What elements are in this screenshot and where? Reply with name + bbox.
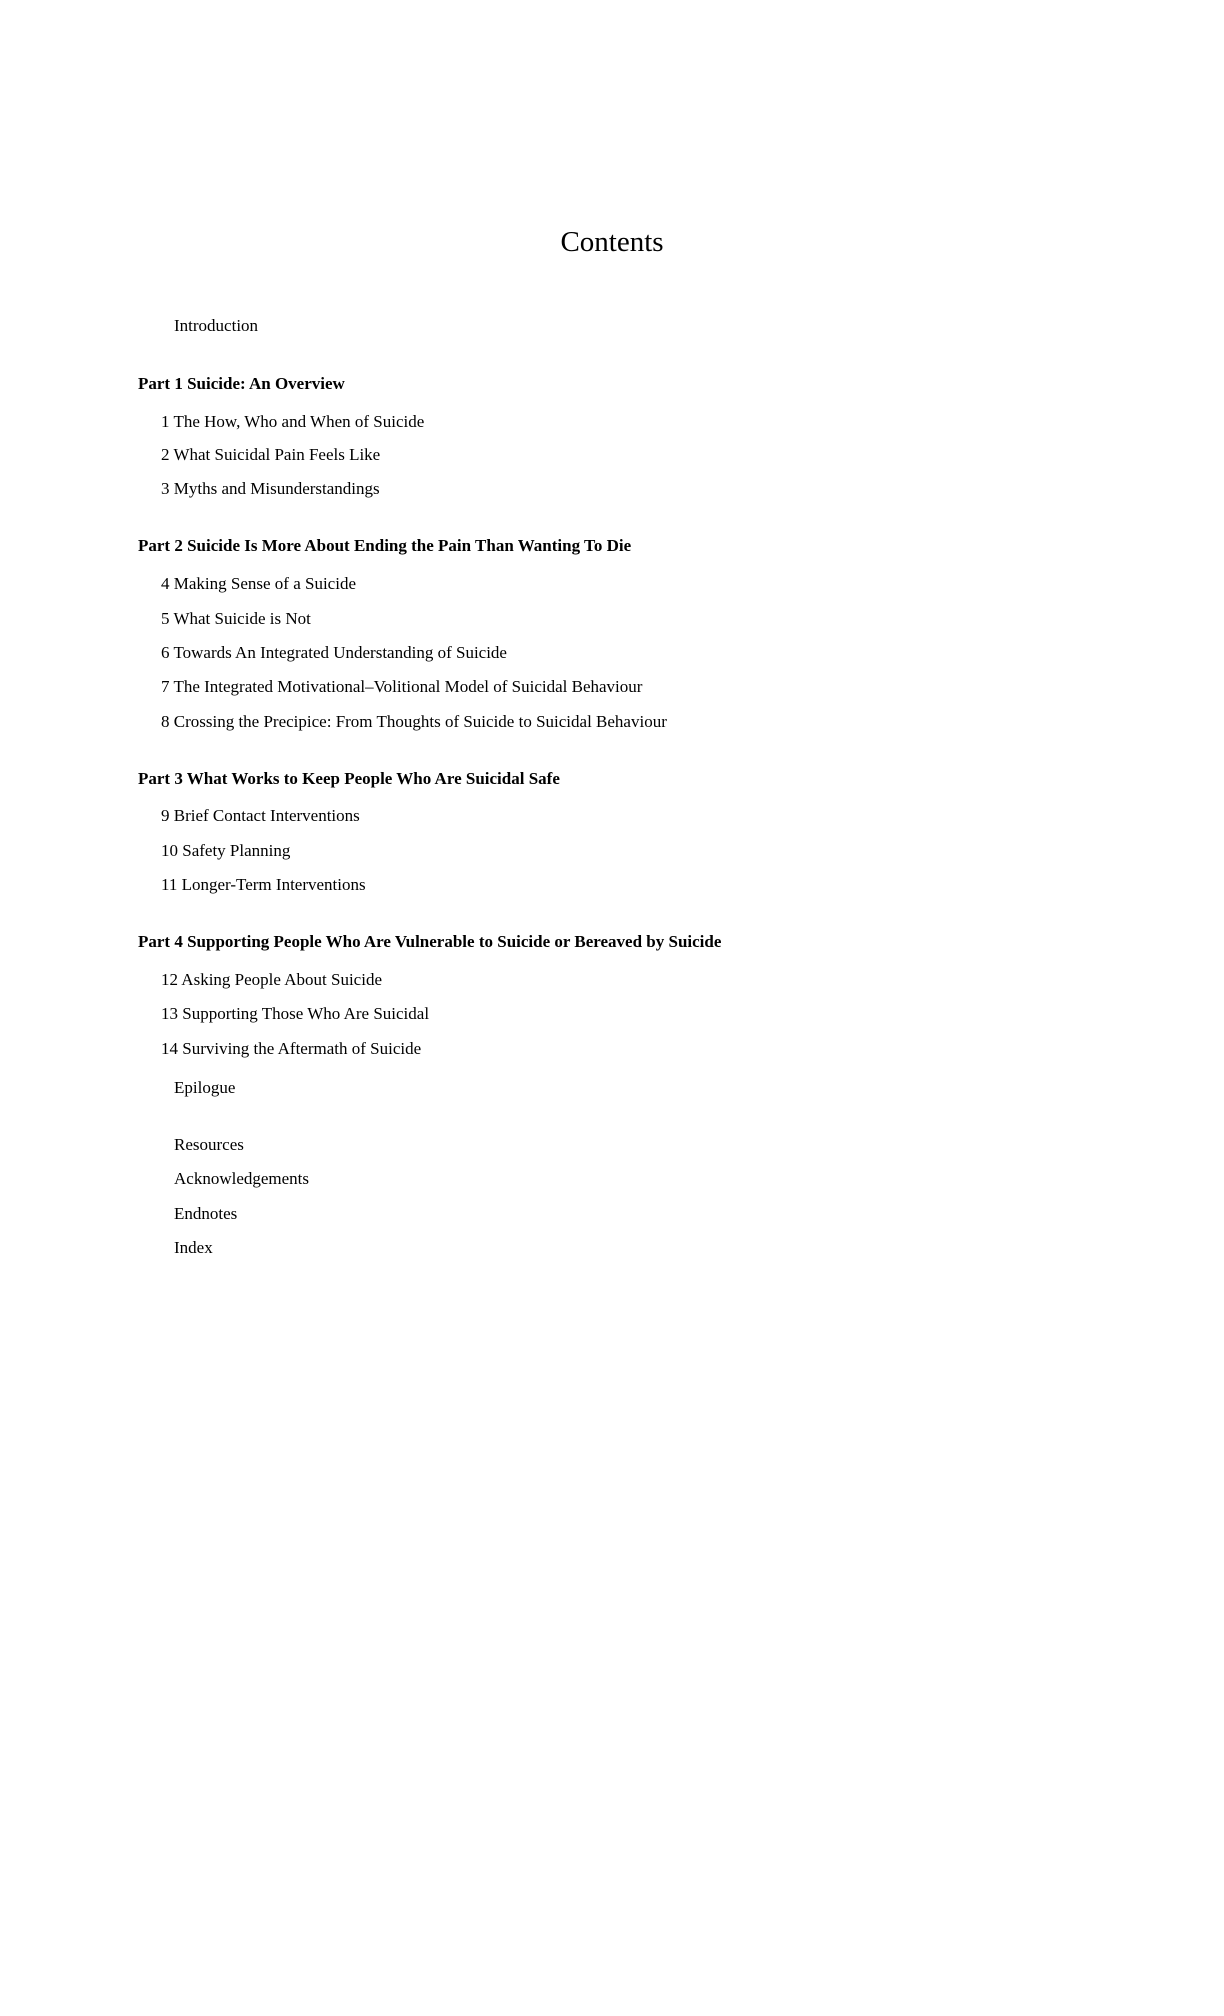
toc-chapter-9[interactable]: 9 Brief Contact Interventions: [161, 806, 360, 825]
toc-chapter-13[interactable]: 13 Supporting Those Who Are Suicidal: [161, 1004, 430, 1023]
toc-chapter-1[interactable]: 1 The How, Who and When of Suicide: [161, 412, 425, 431]
toc-resources[interactable]: Resources: [174, 1135, 244, 1154]
page-title: Contents: [560, 226, 664, 258]
toc-acknowledgements[interactable]: Acknowledgements: [174, 1169, 310, 1188]
toc-part-3-heading[interactable]: Part 3 What Works to Keep People Who Are Suicidal Safe: [138, 769, 560, 788]
toc-epilogue[interactable]: Epilogue: [174, 1078, 236, 1097]
toc-chapter-14[interactable]: 14 Surviving the Aftermath of Suicide: [161, 1039, 422, 1058]
toc-chapter-7[interactable]: 7 The Integrated Motivational–Volitional Model of Suicidal Behaviour: [161, 677, 643, 696]
toc-chapter-5[interactable]: 5 What Suicide is Not: [161, 609, 311, 628]
toc-chapter-3[interactable]: 3 Myths and Misunderstandings: [161, 479, 380, 498]
toc-chapter-10[interactable]: 10 Safety Planning: [161, 841, 291, 860]
toc-index[interactable]: Index: [174, 1238, 213, 1257]
toc-part-2-heading[interactable]: Part 2 Suicide Is More About Ending the Pain Than Wanting To Die: [138, 536, 632, 555]
toc-chapter-11[interactable]: 11 Longer-Term Interventions: [161, 875, 366, 894]
toc-part-4-heading[interactable]: Part 4 Supporting People Who Are Vulnerable to Suicide or Bereaved by Suicide: [138, 932, 722, 951]
toc-chapter-8[interactable]: 8 Crossing the Precipice: From Thoughts of Suicide to Suicidal Behaviour: [161, 712, 667, 731]
toc-chapter-2[interactable]: 2 What Suicidal Pain Feels Like: [161, 445, 381, 464]
toc-part-1-heading[interactable]: Part 1 Suicide: An Overview: [138, 374, 345, 393]
toc-chapter-4[interactable]: 4 Making Sense of a Suicide: [161, 574, 356, 593]
toc-chapter-6[interactable]: 6 Towards An Integrated Understanding of Suicide: [161, 643, 507, 662]
toc-chapter-12[interactable]: 12 Asking People About Suicide: [161, 970, 382, 989]
toc-introduction[interactable]: Introduction: [174, 316, 259, 335]
toc-endnotes[interactable]: Endnotes: [174, 1204, 238, 1223]
